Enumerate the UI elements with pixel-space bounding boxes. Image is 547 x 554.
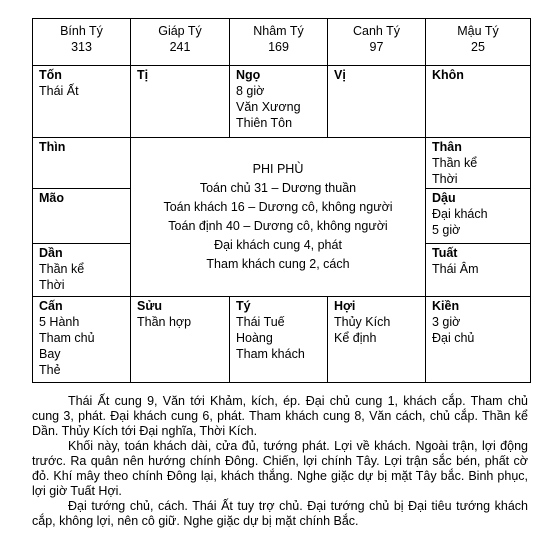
cell-line: Hoàng xyxy=(236,331,273,345)
header-cell xyxy=(131,19,230,66)
cell-title: Thìn xyxy=(39,140,66,154)
center-panel xyxy=(131,138,426,297)
cell-ty xyxy=(230,297,328,383)
center-line: Toán khách 16 – Dương cô, không người xyxy=(163,200,393,214)
cell-line: 3 giờ xyxy=(432,315,461,329)
header-value: 169 xyxy=(268,40,289,54)
cell-than xyxy=(426,138,531,189)
cell-khon xyxy=(426,66,531,138)
cell-dau xyxy=(426,189,531,244)
cell-line: 5 giờ xyxy=(432,223,461,237)
cell-title: Sửu xyxy=(137,299,163,313)
cell-title: Vị xyxy=(334,68,346,82)
cell-title: Ngọ xyxy=(236,68,261,82)
header-cell xyxy=(33,19,131,66)
header-value: 241 xyxy=(169,40,191,54)
center-line: Toán chủ 31 – Dương thuần xyxy=(199,181,357,195)
cell-line: Thần kể xyxy=(39,262,85,276)
cell-line: Thái Tuế xyxy=(236,315,285,329)
cell-title: Mão xyxy=(39,191,64,205)
center-title: PHI PHÙ xyxy=(252,162,304,176)
center-line: Toán định 40 – Dương cô, không người xyxy=(168,219,388,233)
cell-vi xyxy=(328,66,426,138)
cell-line: Văn Xương xyxy=(236,100,301,114)
cell-title: Khôn xyxy=(432,68,464,82)
cell-line: Tham khách xyxy=(236,347,305,361)
header-name: Mậu Tý xyxy=(457,24,499,38)
header-cell xyxy=(328,19,426,66)
header-name: Giáp Tý xyxy=(158,24,202,38)
cell-hoi xyxy=(328,297,426,383)
paragraph-3: Đại tướng chủ, cách. Thái Ất tuy trợ chủ. Đại tướng chủ bị Đại tiêu tướng khách cắp, không lợi, nên cô giữ. Nghe giặc dự bị mặt chính Bắc. xyxy=(32,499,528,528)
cell-ton xyxy=(33,66,131,138)
cell-ngo xyxy=(230,66,328,138)
cell-tuat xyxy=(426,244,531,297)
cell-line: Thời xyxy=(432,172,458,186)
header-cell xyxy=(426,19,531,66)
cell-mao xyxy=(33,189,131,244)
header-value: 25 xyxy=(471,40,485,54)
cell-title: Kiền xyxy=(432,299,460,313)
header-row xyxy=(33,19,531,66)
cell-title: Tuất xyxy=(432,246,458,260)
paragraph-1: Thái Ất cung 9, Văn tới Khảm, kích, ép. Đại chủ cung 1, khách cắp. Tham chủ cung 3, phát. Đại khách cung 6, phát. Tham khách cung 8, Văn cách, chủ cắp. Thần kể Dần. Thủy Kích tới Đại nghĩa, Thời Kích. xyxy=(32,394,528,438)
cell-suu xyxy=(131,297,230,383)
header-name: Nhâm Tý xyxy=(253,24,304,38)
cell-line: Đại chủ xyxy=(432,331,475,345)
cell-dan xyxy=(33,244,131,297)
cell-line: Thủy Kích xyxy=(334,315,391,329)
cell-line: Thần kể xyxy=(432,156,478,170)
cell-line: 8 giờ xyxy=(236,84,265,98)
cell-line: Đại khách xyxy=(432,207,488,221)
header-value: 313 xyxy=(71,40,92,54)
cell-line: Thẻ xyxy=(39,363,61,377)
cell-line: Thần hợp xyxy=(137,315,192,329)
cell-thin xyxy=(33,138,131,189)
cell-kien xyxy=(426,297,531,383)
cell-title: Thân xyxy=(432,140,462,154)
cell-line: Thiên Tôn xyxy=(236,116,293,130)
cell-can xyxy=(33,297,131,383)
cell-title: Dần xyxy=(39,246,63,260)
cell-title: Tý xyxy=(236,299,251,313)
cell-ti xyxy=(131,66,230,138)
center-line: Đại khách cung 4, phát xyxy=(214,238,342,252)
cell-line: Tham chủ xyxy=(39,331,95,345)
cell-title: Tị xyxy=(137,68,149,82)
cell-title: Cấn xyxy=(39,299,63,313)
cell-line: Thái Âm xyxy=(432,262,479,276)
cell-title: Hợi xyxy=(334,299,356,313)
cell-line: Thái Ất xyxy=(39,84,79,98)
header-name: Bính Tý xyxy=(60,24,103,38)
header-value: 97 xyxy=(369,40,384,54)
cell-title: Dậu xyxy=(432,191,456,205)
palace-grid xyxy=(32,18,531,383)
center-line: Tham khách cung 2, cách xyxy=(206,257,350,271)
cell-line: 5 Hành xyxy=(39,315,80,329)
cell-line: Kể định xyxy=(334,331,377,345)
header-cell xyxy=(230,19,328,66)
cell-line: Thời xyxy=(39,278,65,292)
paragraph-2: Khối này, toán khách dài, cửa đủ, tướng phát. Lợi về khách. Ngoài trận, lợi động trước. Ra quân nên hướng chính Đông. Chiến, lợi chính Tây. Lợi trận sắc bén, phất cờ đỏ. Khí mây theo chính Đông lại, khách thắng. Nghe giặc dự bị mặt Tây bắc. Binh phục, lợi giờ Tuất Hợi. xyxy=(32,439,528,498)
header-name: Canh Tý xyxy=(352,24,400,38)
cell-title: Tốn xyxy=(39,68,62,82)
cell-line: Bay xyxy=(39,347,61,361)
